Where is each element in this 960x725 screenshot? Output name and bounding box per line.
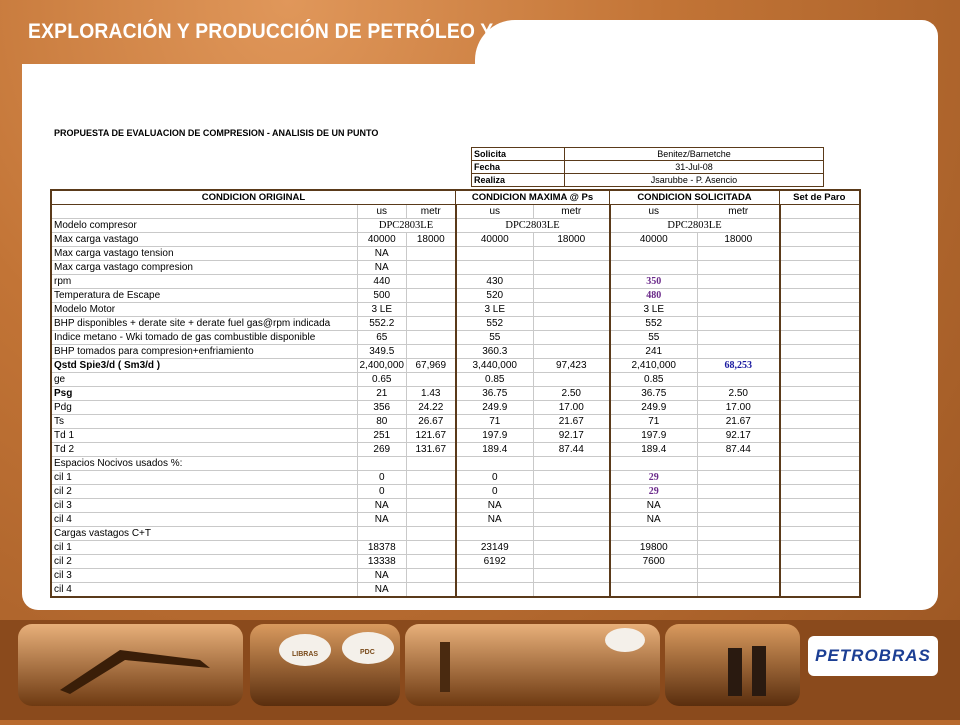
table-row bbox=[51, 261, 860, 275]
table-row bbox=[51, 527, 860, 541]
row-label: Max carga vastago tension bbox=[51, 247, 357, 261]
unit-us: us bbox=[610, 205, 698, 219]
cell-original-us: 500 bbox=[357, 289, 407, 303]
cell-solicitada-metr bbox=[698, 569, 780, 583]
cell-solicitada-metr bbox=[698, 499, 780, 513]
cell-maxima-metr bbox=[534, 499, 610, 513]
cell-original-us: 80 bbox=[357, 415, 407, 429]
cell-paro bbox=[780, 261, 860, 275]
cell-maxima-us: 40000 bbox=[456, 233, 534, 247]
cell-original-metr bbox=[407, 247, 456, 261]
cell-solicitada-metr: 21.67 bbox=[698, 415, 780, 429]
cell-solicitada-us: 36.75 bbox=[610, 387, 698, 401]
cell-maxima-metr bbox=[534, 583, 610, 598]
cell-maxima-metr bbox=[534, 555, 610, 569]
cell-paro bbox=[780, 345, 860, 359]
cell-paro bbox=[780, 471, 860, 485]
cell-original-metr bbox=[407, 275, 456, 289]
cell-original-metr: 67,969 bbox=[407, 359, 456, 373]
cell-maxima-us: 55 bbox=[456, 331, 534, 345]
helmet-text: PDC bbox=[360, 649, 375, 656]
row-label: Max carga vastago compresion bbox=[51, 261, 357, 275]
cell-paro bbox=[780, 373, 860, 387]
cell-paro bbox=[780, 429, 860, 443]
cell-paro bbox=[780, 387, 860, 401]
cell-maxima-us: 189.4 bbox=[456, 443, 534, 457]
cell-maxima-us: NA bbox=[456, 499, 534, 513]
row-label: cil 4 bbox=[51, 583, 357, 598]
cell-solicitada-metr: 17.00 bbox=[698, 401, 780, 415]
cell-paro bbox=[780, 499, 860, 513]
cell-maxima-us bbox=[456, 527, 534, 541]
row-label: cil 1 bbox=[51, 471, 357, 485]
table-row bbox=[51, 289, 860, 303]
cell-solicitada-metr: 87.44 bbox=[698, 443, 780, 457]
cell-solicitada-us: 249.9 bbox=[610, 401, 698, 415]
cell-maxima-us: 0.85 bbox=[456, 373, 534, 387]
cell-original-metr bbox=[407, 289, 456, 303]
row-label: cil 4 bbox=[51, 513, 357, 527]
cell-maxima-metr: 97,423 bbox=[534, 359, 610, 373]
cell-original-metr bbox=[407, 569, 456, 583]
cell-solicitada-us bbox=[610, 457, 698, 471]
cell-paro bbox=[780, 219, 860, 233]
row-label: cil 1 bbox=[51, 541, 357, 555]
helmet-icon bbox=[605, 628, 645, 652]
cell-paro bbox=[780, 303, 860, 317]
cell-solicitada-metr bbox=[698, 261, 780, 275]
cell-original-metr bbox=[407, 317, 456, 331]
cell-solicitada-us: 55 bbox=[610, 331, 698, 345]
cell-maxima-metr bbox=[534, 275, 610, 289]
cell-original-us: NA bbox=[357, 513, 407, 527]
cell-paro bbox=[780, 247, 860, 261]
cell-solicitada-us bbox=[610, 247, 698, 261]
cell-original-metr: 121.67 bbox=[407, 429, 456, 443]
cell-maxima-metr bbox=[534, 471, 610, 485]
cell-maxima-us: DPC2803LE bbox=[456, 219, 610, 233]
cell-maxima-us: 0 bbox=[456, 485, 534, 499]
cell-solicitada-us: 7600 bbox=[610, 555, 698, 569]
cell-original-metr: 26.67 bbox=[407, 415, 456, 429]
cell-solicitada-metr bbox=[698, 485, 780, 499]
cell-solicitada-us: 241 bbox=[610, 345, 698, 359]
info-value: 31-Jul-08 bbox=[565, 161, 824, 174]
table-row bbox=[51, 541, 860, 555]
row-label: Indice metano - Wki tomado de gas combustible disponible bbox=[51, 331, 357, 345]
cell-solicitada-metr bbox=[698, 373, 780, 387]
table-row bbox=[51, 373, 860, 387]
cell-paro bbox=[780, 555, 860, 569]
table-row bbox=[51, 331, 860, 345]
section-maxima: CONDICION MAXIMA @ Ps bbox=[456, 190, 610, 205]
cell-maxima-metr: 2.50 bbox=[534, 387, 610, 401]
row-label: BHP tomados para compresion+enfriamiento bbox=[51, 345, 357, 359]
table-body bbox=[51, 219, 860, 598]
info-row bbox=[472, 174, 824, 187]
cell-solicitada-us: NA bbox=[610, 499, 698, 513]
cell-original-metr bbox=[407, 261, 456, 275]
cell-solicitada-us: 3 LE bbox=[610, 303, 698, 317]
cell-original-metr bbox=[407, 457, 456, 471]
cell-original-metr: 18000 bbox=[407, 233, 456, 247]
cell-paro bbox=[780, 485, 860, 499]
cell-maxima-us: 520 bbox=[456, 289, 534, 303]
cell-solicitada-metr bbox=[698, 247, 780, 261]
row-label: Cargas vastagos C+T bbox=[51, 527, 357, 541]
cell-paro bbox=[780, 583, 860, 598]
table-row bbox=[51, 513, 860, 527]
cell-original-metr bbox=[407, 485, 456, 499]
table-row bbox=[51, 401, 860, 415]
table-row bbox=[51, 247, 860, 261]
cell-original-metr bbox=[407, 583, 456, 598]
cell-original-metr bbox=[407, 471, 456, 485]
cell-original-us: 269 bbox=[357, 443, 407, 457]
cell-maxima-metr bbox=[534, 527, 610, 541]
cell-original-us: 3 LE bbox=[357, 303, 407, 317]
cell-maxima-metr: 18000 bbox=[534, 233, 610, 247]
cell-maxima-us: 3,440,000 bbox=[456, 359, 534, 373]
paro-cell bbox=[780, 205, 860, 219]
cell-maxima-metr: 87.44 bbox=[534, 443, 610, 457]
row-label: Espacios Nocivos usados %: bbox=[51, 457, 357, 471]
cell-solicitada-us: 0.85 bbox=[610, 373, 698, 387]
cell-paro bbox=[780, 233, 860, 247]
helmet-text: LIBRAS bbox=[292, 651, 319, 658]
cell-maxima-us bbox=[456, 583, 534, 598]
cell-original-metr bbox=[407, 303, 456, 317]
table-row bbox=[51, 303, 860, 317]
cell-original-us: 440 bbox=[357, 275, 407, 289]
cell-solicitada-us: 40000 bbox=[610, 233, 698, 247]
cell-solicitada-metr bbox=[698, 331, 780, 345]
row-label: cil 2 bbox=[51, 485, 357, 499]
cell-paro bbox=[780, 289, 860, 303]
cell-original-us: 65 bbox=[357, 331, 407, 345]
cell-solicitada-us: 71 bbox=[610, 415, 698, 429]
cell-solicitada-us: 350 bbox=[610, 275, 698, 289]
cell-original-us: 13338 bbox=[357, 555, 407, 569]
row-label: rpm bbox=[51, 275, 357, 289]
cell-original-us bbox=[357, 457, 407, 471]
cell-maxima-metr bbox=[534, 331, 610, 345]
person-icon bbox=[752, 646, 766, 696]
cell-maxima-us bbox=[456, 569, 534, 583]
table-row bbox=[51, 345, 860, 359]
cell-original-metr bbox=[407, 513, 456, 527]
cell-original-us: 0 bbox=[357, 471, 407, 485]
cell-paro bbox=[780, 569, 860, 583]
cell-solicitada-us bbox=[610, 583, 698, 598]
cell-solicitada-metr bbox=[698, 457, 780, 471]
table-row bbox=[51, 499, 860, 513]
cell-maxima-us bbox=[456, 247, 534, 261]
cell-maxima-metr bbox=[534, 247, 610, 261]
cell-maxima-us: 360.3 bbox=[456, 345, 534, 359]
unit-us: us bbox=[357, 205, 407, 219]
cell-original-metr bbox=[407, 527, 456, 541]
cell-solicitada-metr bbox=[698, 303, 780, 317]
cell-solicitada-us: DPC2803LE bbox=[610, 219, 780, 233]
cell-maxima-metr bbox=[534, 261, 610, 275]
section-paro: Set de Paro bbox=[780, 190, 860, 205]
cell-solicitada-metr bbox=[698, 513, 780, 527]
cell-solicitada-metr bbox=[698, 471, 780, 485]
cell-solicitada-us: 552 bbox=[610, 317, 698, 331]
cell-solicitada-metr: 92.17 bbox=[698, 429, 780, 443]
cell-maxima-us: NA bbox=[456, 513, 534, 527]
row-label: cil 3 bbox=[51, 499, 357, 513]
cell-solicitada-metr bbox=[698, 289, 780, 303]
cell-solicitada-metr bbox=[698, 317, 780, 331]
table-row bbox=[51, 583, 860, 598]
helmet-icon bbox=[342, 632, 394, 664]
cell-maxima-us: 36.75 bbox=[456, 387, 534, 401]
cell-solicitada-us: 189.4 bbox=[610, 443, 698, 457]
unit-us: us bbox=[456, 205, 534, 219]
cell-paro bbox=[780, 443, 860, 457]
cell-solicitada-us: NA bbox=[610, 513, 698, 527]
cell-original-metr bbox=[407, 541, 456, 555]
cell-original-us: NA bbox=[357, 583, 407, 598]
table-row bbox=[51, 219, 860, 233]
cell-maxima-us: 430 bbox=[456, 275, 534, 289]
cell-paro bbox=[780, 401, 860, 415]
cell-paro bbox=[780, 527, 860, 541]
cell-solicitada-metr: 18000 bbox=[698, 233, 780, 247]
cell-maxima-metr bbox=[534, 541, 610, 555]
table-row bbox=[51, 457, 860, 471]
cell-maxima-metr bbox=[534, 345, 610, 359]
section-original: CONDICION ORIGINAL bbox=[51, 190, 456, 205]
cell-maxima-metr: 17.00 bbox=[534, 401, 610, 415]
table-row bbox=[51, 415, 860, 429]
photo-pumpjack bbox=[18, 624, 243, 706]
table-row bbox=[51, 443, 860, 457]
cell-paro bbox=[780, 415, 860, 429]
cell-original-us: 21 bbox=[357, 387, 407, 401]
cell-maxima-us: 71 bbox=[456, 415, 534, 429]
cell-maxima-us: 3 LE bbox=[456, 303, 534, 317]
row-label: cil 2 bbox=[51, 555, 357, 569]
info-label: Solicita bbox=[472, 148, 565, 161]
cell-maxima-metr bbox=[534, 317, 610, 331]
cell-maxima-us: 249.9 bbox=[456, 401, 534, 415]
cell-solicitada-us: 29 bbox=[610, 485, 698, 499]
cell-solicitada-us: 2,410,000 bbox=[610, 359, 698, 373]
cell-solicitada-us bbox=[610, 569, 698, 583]
cell-original-us: 18378 bbox=[357, 541, 407, 555]
info-label: Realiza bbox=[472, 174, 565, 187]
cell-maxima-us: 0 bbox=[456, 471, 534, 485]
cell-paro bbox=[780, 359, 860, 373]
cell-original-metr bbox=[407, 331, 456, 345]
cell-solicitada-metr bbox=[698, 345, 780, 359]
cell-original-metr bbox=[407, 345, 456, 359]
cell-original-us: 2,400,000 bbox=[357, 359, 407, 373]
cell-solicitada-metr: 2.50 bbox=[698, 387, 780, 401]
unit-metr: metr bbox=[698, 205, 780, 219]
cell-solicitada-us: 19800 bbox=[610, 541, 698, 555]
tower-icon bbox=[440, 642, 450, 692]
cell-paro bbox=[780, 331, 860, 345]
cell-original-us: 0 bbox=[357, 485, 407, 499]
cell-original-metr: 1.43 bbox=[407, 387, 456, 401]
row-label: Max carga vastago bbox=[51, 233, 357, 247]
cell-solicitada-us bbox=[610, 527, 698, 541]
row-label: Modelo compresor bbox=[51, 219, 357, 233]
cell-original-us: 0.65 bbox=[357, 373, 407, 387]
info-row bbox=[472, 148, 824, 161]
table-row bbox=[51, 429, 860, 443]
cell-maxima-metr bbox=[534, 373, 610, 387]
row-label: Ts bbox=[51, 415, 357, 429]
unit-metr: metr bbox=[407, 205, 456, 219]
cell-maxima-metr bbox=[534, 513, 610, 527]
table-row bbox=[51, 275, 860, 289]
cell-solicitada-us: 480 bbox=[610, 289, 698, 303]
cell-solicitada-metr bbox=[698, 275, 780, 289]
cell-solicitada-metr bbox=[698, 541, 780, 555]
table-row bbox=[51, 471, 860, 485]
table-row bbox=[51, 233, 860, 247]
units-blank bbox=[51, 205, 357, 219]
cell-maxima-us bbox=[456, 457, 534, 471]
cell-paro bbox=[780, 275, 860, 289]
cell-original-metr: 24.22 bbox=[407, 401, 456, 415]
cell-maxima-metr: 92.17 bbox=[534, 429, 610, 443]
cell-paro bbox=[780, 541, 860, 555]
cell-paro bbox=[780, 457, 860, 471]
cell-solicitada-us: 29 bbox=[610, 471, 698, 485]
cell-solicitada-metr bbox=[698, 555, 780, 569]
row-label: Td 1 bbox=[51, 429, 357, 443]
cell-paro bbox=[780, 317, 860, 331]
cell-original-metr bbox=[407, 499, 456, 513]
info-label: Fecha bbox=[472, 161, 565, 174]
info-row bbox=[472, 161, 824, 174]
unit-metr: metr bbox=[534, 205, 610, 219]
section-solicitada: CONDICION SOLICITADA bbox=[610, 190, 780, 205]
cell-original-us: 552.2 bbox=[357, 317, 407, 331]
cell-original-us: NA bbox=[357, 247, 407, 261]
info-value: Benitez/Barnetche bbox=[565, 148, 824, 161]
cell-original-us: DPC2803LE bbox=[357, 219, 456, 233]
cell-maxima-us bbox=[456, 261, 534, 275]
cell-maxima-us: 552 bbox=[456, 317, 534, 331]
cell-maxima-us: 23149 bbox=[456, 541, 534, 555]
cell-original-metr: 131.67 bbox=[407, 443, 456, 457]
table-row bbox=[51, 359, 860, 373]
cell-maxima-metr bbox=[534, 457, 610, 471]
cell-maxima-metr bbox=[534, 485, 610, 499]
cell-solicitada-us bbox=[610, 261, 698, 275]
row-label: Psg bbox=[51, 387, 357, 401]
cell-maxima-us: 197.9 bbox=[456, 429, 534, 443]
cell-solicitada-metr bbox=[698, 527, 780, 541]
table-row bbox=[51, 569, 860, 583]
row-label: BHP disponibles + derate site + derate fuel gas@rpm indicada bbox=[51, 317, 357, 331]
row-label: Td 2 bbox=[51, 443, 357, 457]
table-row bbox=[51, 317, 860, 331]
cell-maxima-metr bbox=[534, 569, 610, 583]
cell-maxima-metr bbox=[534, 303, 610, 317]
cell-original-us: 356 bbox=[357, 401, 407, 415]
cell-original-metr bbox=[407, 555, 456, 569]
cell-original-us bbox=[357, 527, 407, 541]
section-header-row bbox=[51, 190, 860, 205]
table-row bbox=[51, 387, 860, 401]
info-table bbox=[471, 147, 824, 187]
cell-original-us: NA bbox=[357, 261, 407, 275]
row-label: ge bbox=[51, 373, 357, 387]
cell-original-us: NA bbox=[357, 569, 407, 583]
row-label: Qstd Spie3/d ( Sm3/d ) bbox=[51, 359, 357, 373]
petrobras-logo: PETROBRAS bbox=[808, 636, 938, 676]
row-label: Pdg bbox=[51, 401, 357, 415]
cell-maxima-us: 6192 bbox=[456, 555, 534, 569]
cell-solicitada-metr bbox=[698, 583, 780, 598]
table-row bbox=[51, 485, 860, 499]
cell-original-us: 251 bbox=[357, 429, 407, 443]
units-row bbox=[51, 205, 860, 219]
person-icon bbox=[728, 648, 742, 696]
row-label: Temperatura de Escape bbox=[51, 289, 357, 303]
cell-original-us: 40000 bbox=[357, 233, 407, 247]
row-label: Modelo Motor bbox=[51, 303, 357, 317]
cell-maxima-metr bbox=[534, 289, 610, 303]
row-label: cil 3 bbox=[51, 569, 357, 583]
document-title: PROPUESTA DE EVALUACION DE COMPRESION - ANALISIS DE UN PUNTO bbox=[54, 128, 379, 138]
info-value: Jsarubbe - P. Asencio bbox=[565, 174, 824, 187]
cell-original-us: 349.5 bbox=[357, 345, 407, 359]
cell-maxima-metr: 21.67 bbox=[534, 415, 610, 429]
table-row bbox=[51, 555, 860, 569]
cell-original-metr bbox=[407, 373, 456, 387]
cell-paro bbox=[780, 513, 860, 527]
cell-solicitada-metr: 68,253 bbox=[698, 359, 780, 373]
helmet-icon bbox=[279, 634, 331, 666]
data-table bbox=[50, 189, 861, 598]
cell-solicitada-us: 197.9 bbox=[610, 429, 698, 443]
header-title: EXPLORACIÓN Y PRODUCCIÓN DE PETRÓLEO Y GAS bbox=[28, 20, 542, 43]
cell-original-us: NA bbox=[357, 499, 407, 513]
